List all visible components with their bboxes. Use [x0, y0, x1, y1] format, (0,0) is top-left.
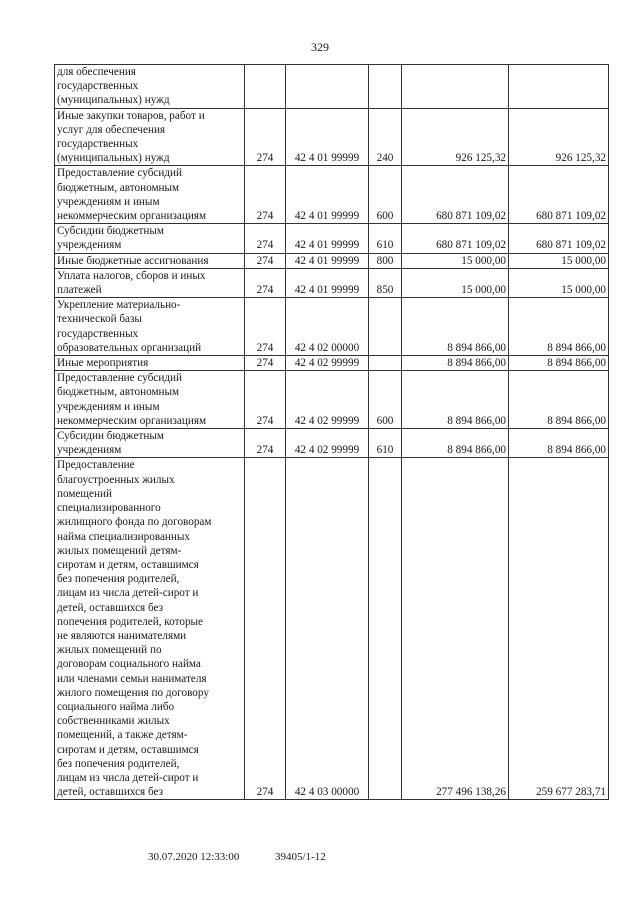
row-target-article-cell: 42 4 01 99999 — [286, 108, 369, 166]
row-expense-type-cell — [369, 298, 402, 356]
row-expense-type-cell: 240 — [369, 108, 402, 166]
row-name-cell: Иные мероприятия — [55, 356, 245, 371]
table-row — [55, 458, 609, 800]
row-target-article-cell: 42 4 03 00000 — [286, 458, 369, 800]
row-name-cell: Предоставление субсидий бюджетным, автономным учреждениям и иным некоммерческим организациям — [55, 371, 245, 429]
row-name-cell: Укрепление материально- технической базы государственных образовательных организаций — [55, 298, 245, 356]
row-name-cell: Иные бюджетные ассигнования — [55, 253, 245, 268]
row-amount-cell: 277 496 138,26 — [402, 458, 509, 800]
row-expense-type-cell: 850 — [369, 268, 402, 297]
row-amount-cell — [402, 65, 509, 109]
row-expense-type-cell — [369, 458, 402, 800]
row-amount-next-cell: 15 000,00 — [509, 268, 609, 297]
row-name-cell: Предоставление субсидий бюджетным, автономным учреждениям и иным некоммерческим организациям — [55, 166, 245, 224]
table-row — [55, 268, 609, 297]
table-row — [55, 253, 609, 268]
budget-table — [54, 64, 609, 800]
row-name-cell: Субсидии бюджетным учреждениям — [55, 429, 245, 458]
table-row — [55, 166, 609, 224]
row-expense-type-cell: 600 — [369, 166, 402, 224]
row-expense-type-cell: 800 — [369, 253, 402, 268]
table-row — [55, 298, 609, 356]
row-amount-cell: 680 871 109,02 — [402, 166, 509, 224]
row-amount-cell: 8 894 866,00 — [402, 429, 509, 458]
table-row — [55, 224, 609, 253]
row-amount-next-cell: 15 000,00 — [509, 253, 609, 268]
row-amount-cell: 8 894 866,00 — [402, 356, 509, 371]
table-row — [55, 108, 609, 166]
row-expense-type-cell: 610 — [369, 224, 402, 253]
row-name-cell: Предоставление благоустроенных жилых помещений специализированного жилищного фонда по договорам найма специализированных жилых помещений детям- сиротам и детям, оставшимся без попечения родителей, лицам из числа детей-сирот и детей, оставшихся без попечения родителей, которые не являются нанимателями жилых помещений по договорам социального найма или членами семьи нанимателя жилого помещения по договору социального найма либо собственниками жилых помещений, а также детям- сиротам и детям, оставшимся без попечения родителей, лицам из числа детей-сирот и детей, оставшихся без — [55, 458, 245, 800]
row-department-code-cell: 274 — [245, 371, 286, 429]
row-amount-next-cell: 680 871 109,02 — [509, 166, 609, 224]
row-department-code-cell: 274 — [245, 268, 286, 297]
row-target-article-cell: 42 4 02 00000 — [286, 298, 369, 356]
row-amount-cell: 926 125,32 — [402, 108, 509, 166]
row-amount-cell: 8 894 866,00 — [402, 371, 509, 429]
row-target-article-cell: 42 4 01 99999 — [286, 253, 369, 268]
row-target-article-cell — [286, 65, 369, 109]
row-amount-next-cell: 8 894 866,00 — [509, 371, 609, 429]
row-amount-cell: 15 000,00 — [402, 253, 509, 268]
footer-timestamp: 30.07.2020 12:33:00 — [148, 851, 240, 863]
table-row — [55, 429, 609, 458]
row-name-cell: Иные закупки товаров, работ и услуг для обеспечения государственных (муниципальных) нужд — [55, 108, 245, 166]
row-name-cell: для обеспечения государственных (муниципальных) нужд — [55, 65, 245, 109]
row-name-cell: Уплата налогов, сборов и иных платежей — [55, 268, 245, 297]
row-department-code-cell: 274 — [245, 298, 286, 356]
row-expense-type-cell: 600 — [369, 371, 402, 429]
row-target-article-cell: 42 4 02 99999 — [286, 429, 369, 458]
row-target-article-cell: 42 4 01 99999 — [286, 166, 369, 224]
row-target-article-cell: 42 4 02 99999 — [286, 356, 369, 371]
row-expense-type-cell: 610 — [369, 429, 402, 458]
row-amount-next-cell — [509, 65, 609, 109]
row-amount-next-cell: 926 125,32 — [509, 108, 609, 166]
row-target-article-cell: 42 4 01 99999 — [286, 268, 369, 297]
row-department-code-cell: 274 — [245, 253, 286, 268]
row-department-code-cell: 274 — [245, 356, 286, 371]
row-department-code-cell: 274 — [245, 108, 286, 166]
page-number: 329 — [311, 40, 329, 54]
row-target-article-cell: 42 4 02 99999 — [286, 371, 369, 429]
row-department-code-cell: 274 — [245, 429, 286, 458]
row-expense-type-cell — [369, 356, 402, 371]
footer-document-code: 39405/1-12 — [275, 851, 326, 863]
row-name-cell: Субсидии бюджетным учреждениям — [55, 224, 245, 253]
row-amount-cell: 8 894 866,00 — [402, 298, 509, 356]
row-amount-next-cell: 8 894 866,00 — [509, 356, 609, 371]
table-row — [55, 65, 609, 109]
row-target-article-cell: 42 4 01 99999 — [286, 224, 369, 253]
table-row — [55, 356, 609, 371]
row-department-code-cell: 274 — [245, 166, 286, 224]
row-amount-cell: 15 000,00 — [402, 268, 509, 297]
row-department-code-cell — [245, 65, 286, 109]
row-department-code-cell: 274 — [245, 458, 286, 800]
row-amount-next-cell: 8 894 866,00 — [509, 429, 609, 458]
row-amount-next-cell: 259 677 283,71 — [509, 458, 609, 800]
row-department-code-cell: 274 — [245, 224, 286, 253]
row-amount-next-cell: 680 871 109,02 — [509, 224, 609, 253]
budget-table-body — [55, 65, 609, 800]
row-amount-next-cell: 8 894 866,00 — [509, 298, 609, 356]
row-expense-type-cell — [369, 65, 402, 109]
table-row — [55, 371, 609, 429]
row-amount-cell: 680 871 109,02 — [402, 224, 509, 253]
